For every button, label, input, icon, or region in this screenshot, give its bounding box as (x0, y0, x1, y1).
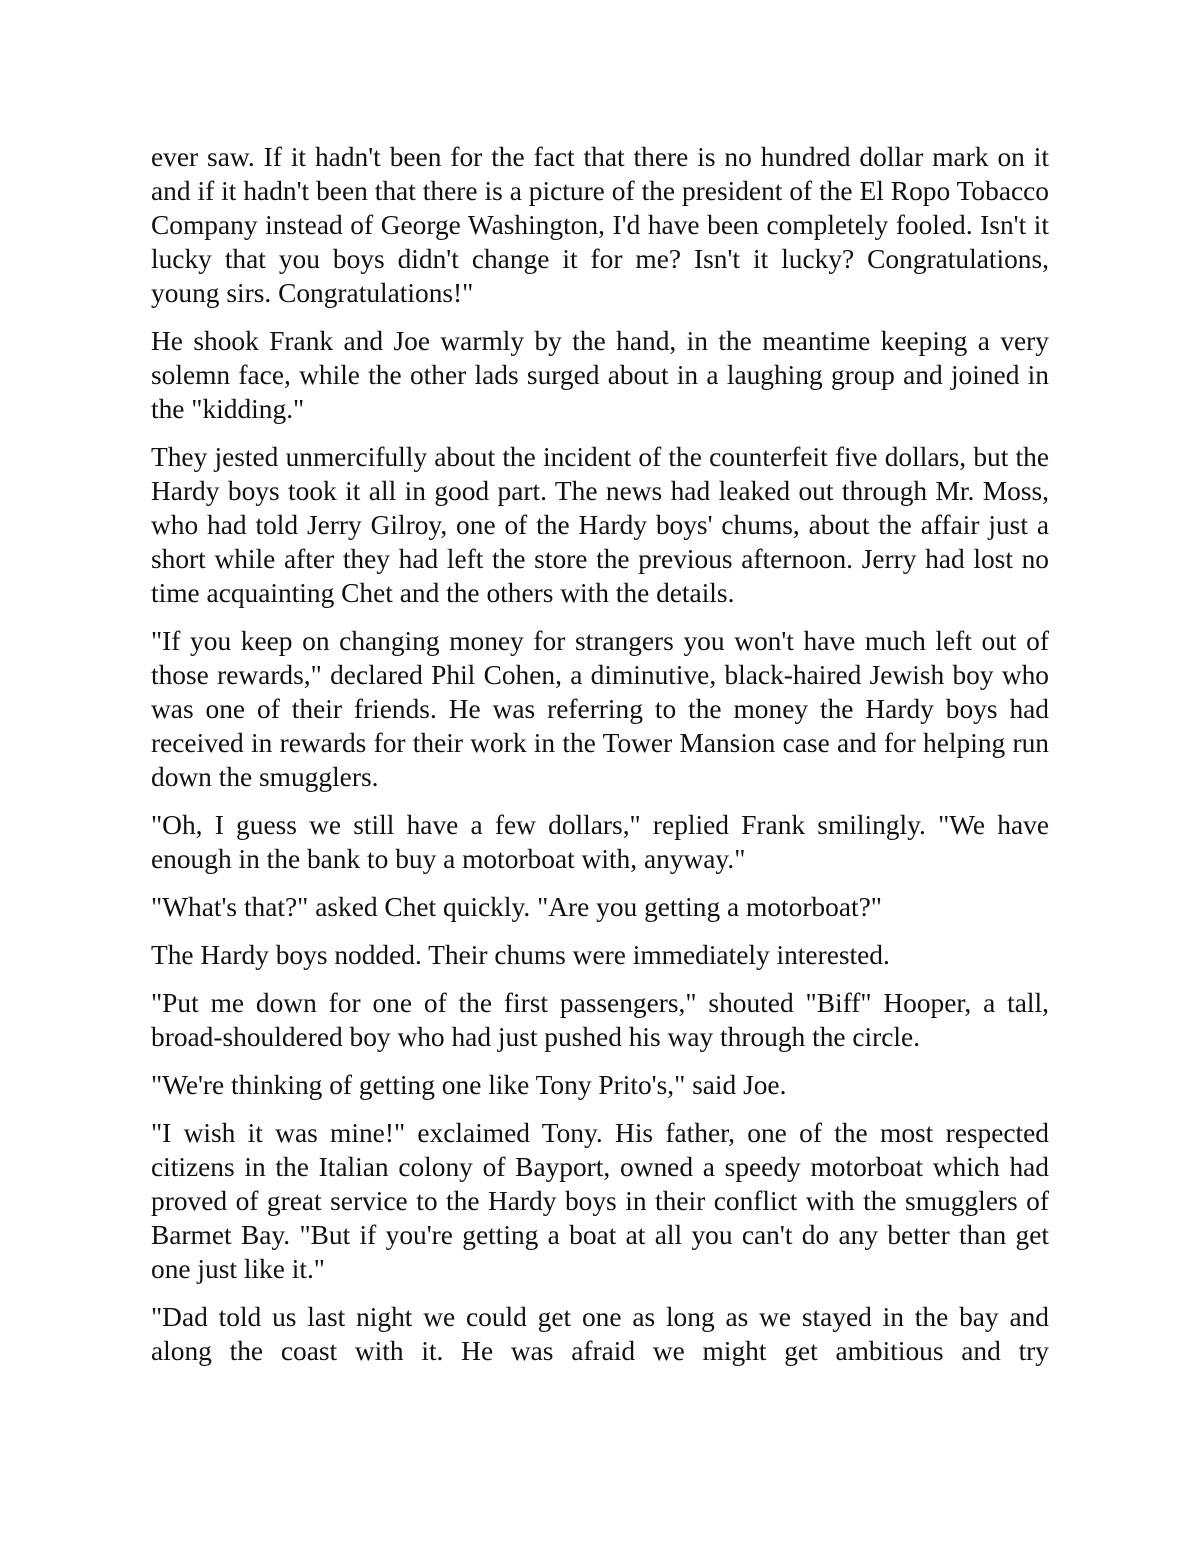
paragraph: "We're thinking of getting one like Tony Prito's," said Joe. (151, 1070, 787, 1100)
page-body (151, 140, 1049, 1368)
paragraph: "If you keep on changing money for strangers you won't have much left out of those rewards," declared Phil Cohen, a diminutive, black-haired Jewish boy who was one of their friends. He was referring to the money the Hardy boys had received in rewards for their work in the Tower Mansion case and for helping run down the smugglers. (151, 626, 1049, 792)
paragraph: The Hardy boys nodded. Their chums were immediately interested. (151, 940, 890, 970)
paragraph: "I wish it was mine!" exclaimed Tony. His father, one of the most respected citizens in the Italian colony of Bayport, owned a speedy motorboat which had proved of great service to the Hardy boys in their conflict with the smugglers of Barmet Bay. "But if you're getting a boat at all you can't do any better than get one just like it." (151, 1118, 1049, 1284)
paragraph: "Put me down for one of the first passengers," shouted "Biff" Hooper, a tall, broad-shouldered boy who had just pushed his way through the circle. (151, 988, 1049, 1052)
paragraph: "Oh, I guess we still have a few dollars," replied Frank smilingly. "We have enough in the bank to buy a motorboat with, anyway." (151, 810, 1049, 874)
paragraph: They jested unmercifully about the incident of the counterfeit five dollars, but the Hardy boys took it all in good part. The news had leaked out through Mr. Moss, who had told Jerry Gilroy, one of the Hardy boys' chums, about the affair just a short while after they had left the store the previous afternoon. Jerry had lost no time acquainting Chet and the others with the details. (151, 442, 1049, 608)
paragraph: "What's that?" asked Chet quickly. "Are you getting a motorboat?" (151, 892, 882, 922)
paragraph: "Dad told us last night we could get one as long as we stayed in the bay and along the coast with it. He was afraid we might get ambitious and try (151, 1302, 1049, 1366)
paragraph: He shook Frank and Joe warmly by the hand, in the meantime keeping a very solemn face, while the other lads surged about in a laughing group and joined in the "kidding." (151, 326, 1049, 424)
paragraph: ever saw. If it hadn't been for the fact that there is no hundred dollar mark on it and if it hadn't been that there is a picture of the president of the El Ropo Tobacco Company instead of George Washington, I'd have been completely fooled. Isn't it lucky that you boys didn't change it for me? Isn't it lucky? Congratulations, young sirs. Congratulations!" (151, 142, 1049, 308)
